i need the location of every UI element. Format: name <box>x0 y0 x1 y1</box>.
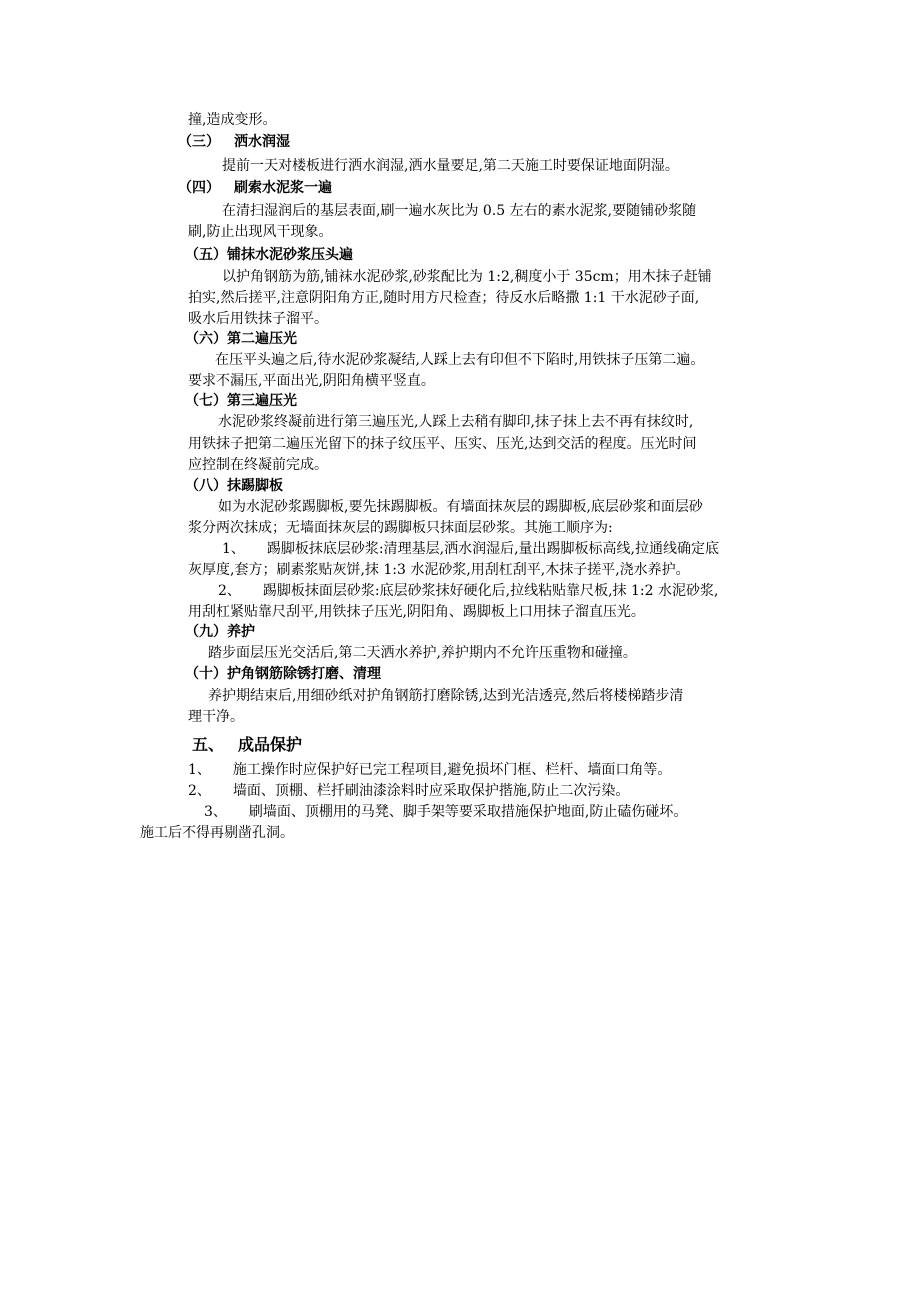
chapter-title: 成品保护 <box>238 735 303 754</box>
list-number: 1、 <box>222 541 245 557</box>
section-heading-9: （九）养护 <box>185 624 255 640</box>
text-line: 拍实,然后搓平,注意阴阳角方正,随时用方尺检查；待反水后略撒 1:1 干水泥砂子面, <box>188 290 700 306</box>
text-line: 应控制在终凝前完成。 <box>188 457 328 473</box>
section-heading-10: （十）护角钢筋除锈打磨、清理 <box>185 666 381 682</box>
section-heading-6: （六）第二遍压光 <box>185 331 297 347</box>
text-line: 吸水后用铁抹子溜平。 <box>188 311 328 327</box>
heading-title: 刷索水泥浆一遍 <box>234 180 332 196</box>
list-number: 1、 <box>188 762 211 778</box>
text-line: 水泥砂浆终凝前进行第三遍压光,人踩上去稍有脚印,抹子抹上去不再有抹纹时, <box>218 414 694 430</box>
section-heading-4 <box>178 178 332 198</box>
heading-number: （三） <box>178 134 220 150</box>
heading-title: 洒水润湿 <box>234 134 290 150</box>
heading-number: （四） <box>178 180 220 196</box>
text-line: 撞,造成变形。 <box>188 112 277 128</box>
text-line: 如为水泥砂浆踢脚板,要先抹踢脚板。有墙面抹灰层的踢脚板,底层砂浆和面层砂 <box>218 499 703 515</box>
section-heading-3 <box>178 132 290 152</box>
list-item <box>218 581 718 601</box>
list-item <box>204 802 687 822</box>
text-line: 提前一天对楼板进行洒水润湿,洒水量要足,第二天施工时要保证地面阴湿。 <box>222 158 679 174</box>
text-line: 用刮杠紧贴靠尺刮平,用铁抹子压光,阴阳角、踢脚板上口用抹子溜直压光。 <box>188 604 645 620</box>
section-heading-5: （五）铺抹水泥砂浆压头遍 <box>185 247 353 263</box>
list-text: 墙面、顶棚、栏扦刷油漆涂料时应采取保护揩施,防止二次污染。 <box>232 783 630 799</box>
chapter-heading <box>192 735 302 755</box>
text-line: 以护角钢筋为筋,铺袜水泥砂浆,砂浆配比为 1:2,稠度小于 35cm；用木抹子赶铺 <box>222 269 712 285</box>
section-heading-8: （八）抹踢脚板 <box>185 478 283 494</box>
text-line: 养护期结束后,用细砂纸对护角钢筋打磨除锈,达到光洁透亮,然后将楼梯踏步清 <box>208 688 684 704</box>
list-item <box>188 781 629 801</box>
list-text: 踢脚板抹面层砂浆:底层砂浆抹好硬化后,拉线粘贴靠尺板,抹 1:2 水泥砂浆, <box>262 583 719 599</box>
list-item <box>188 760 671 780</box>
section-heading-7: （七）第三遍压光 <box>185 393 297 409</box>
text-line: 用铁抹子把第二遍压光留下的抹子纹压平、压实、压光,达到交活的程度。压光时间 <box>188 436 697 452</box>
text-line: 在清扫湿润后的基层表面,刷一遍水灰比为 0.5 左右的素水泥浆,要随铺砂浆随 <box>222 203 697 219</box>
list-text: 踢脚板抹底层砂浆:清理基层,洒水润湿后,量出踢脚板标高线,拉通线确定底 <box>266 541 719 557</box>
text-line: 灰厚度,套方；刷素浆贴灰饼,抹 1:3 水泥砂浆,用刮杠刮平,木抹子搓平,浇水养护。 <box>188 562 690 578</box>
text-line: 要求不漏压,平面出光,阴阳角横平竖直。 <box>188 373 435 389</box>
text-line: 踏步面层压光交活后,第二天洒水养护,养护期内不允许压重物和碰撞。 <box>208 645 637 661</box>
list-number: 2、 <box>188 783 211 799</box>
text-line: 刷,防止出现风干现象。 <box>188 224 333 240</box>
list-item <box>222 539 719 559</box>
text-line: 在压平头遍之后,待水泥砂浆凝结,人踩上去有印但不下陷时,用铁抹子压第二遍。 <box>215 352 705 368</box>
list-number: 2、 <box>218 583 241 599</box>
text-line: 浆分两次抹成；无墙面抹灰层的踢脚板只抹面层砂浆。其施工顺序为: <box>188 520 613 536</box>
chapter-number: 五、 <box>192 735 225 754</box>
list-number: 3、 <box>204 804 227 820</box>
list-text: 刷墙面、顶棚用的马凳、脚手架等要采取措施保护地面,防止磕伤碰坏。 <box>248 804 688 820</box>
text-line: 理干净。 <box>188 709 244 725</box>
list-text: 施工操作时应保护好已完工程项目,避免损坏门框、栏杆、墙面口角等。 <box>232 762 672 778</box>
text-line: 施工后不得再剔凿孔洞。 <box>140 825 294 841</box>
